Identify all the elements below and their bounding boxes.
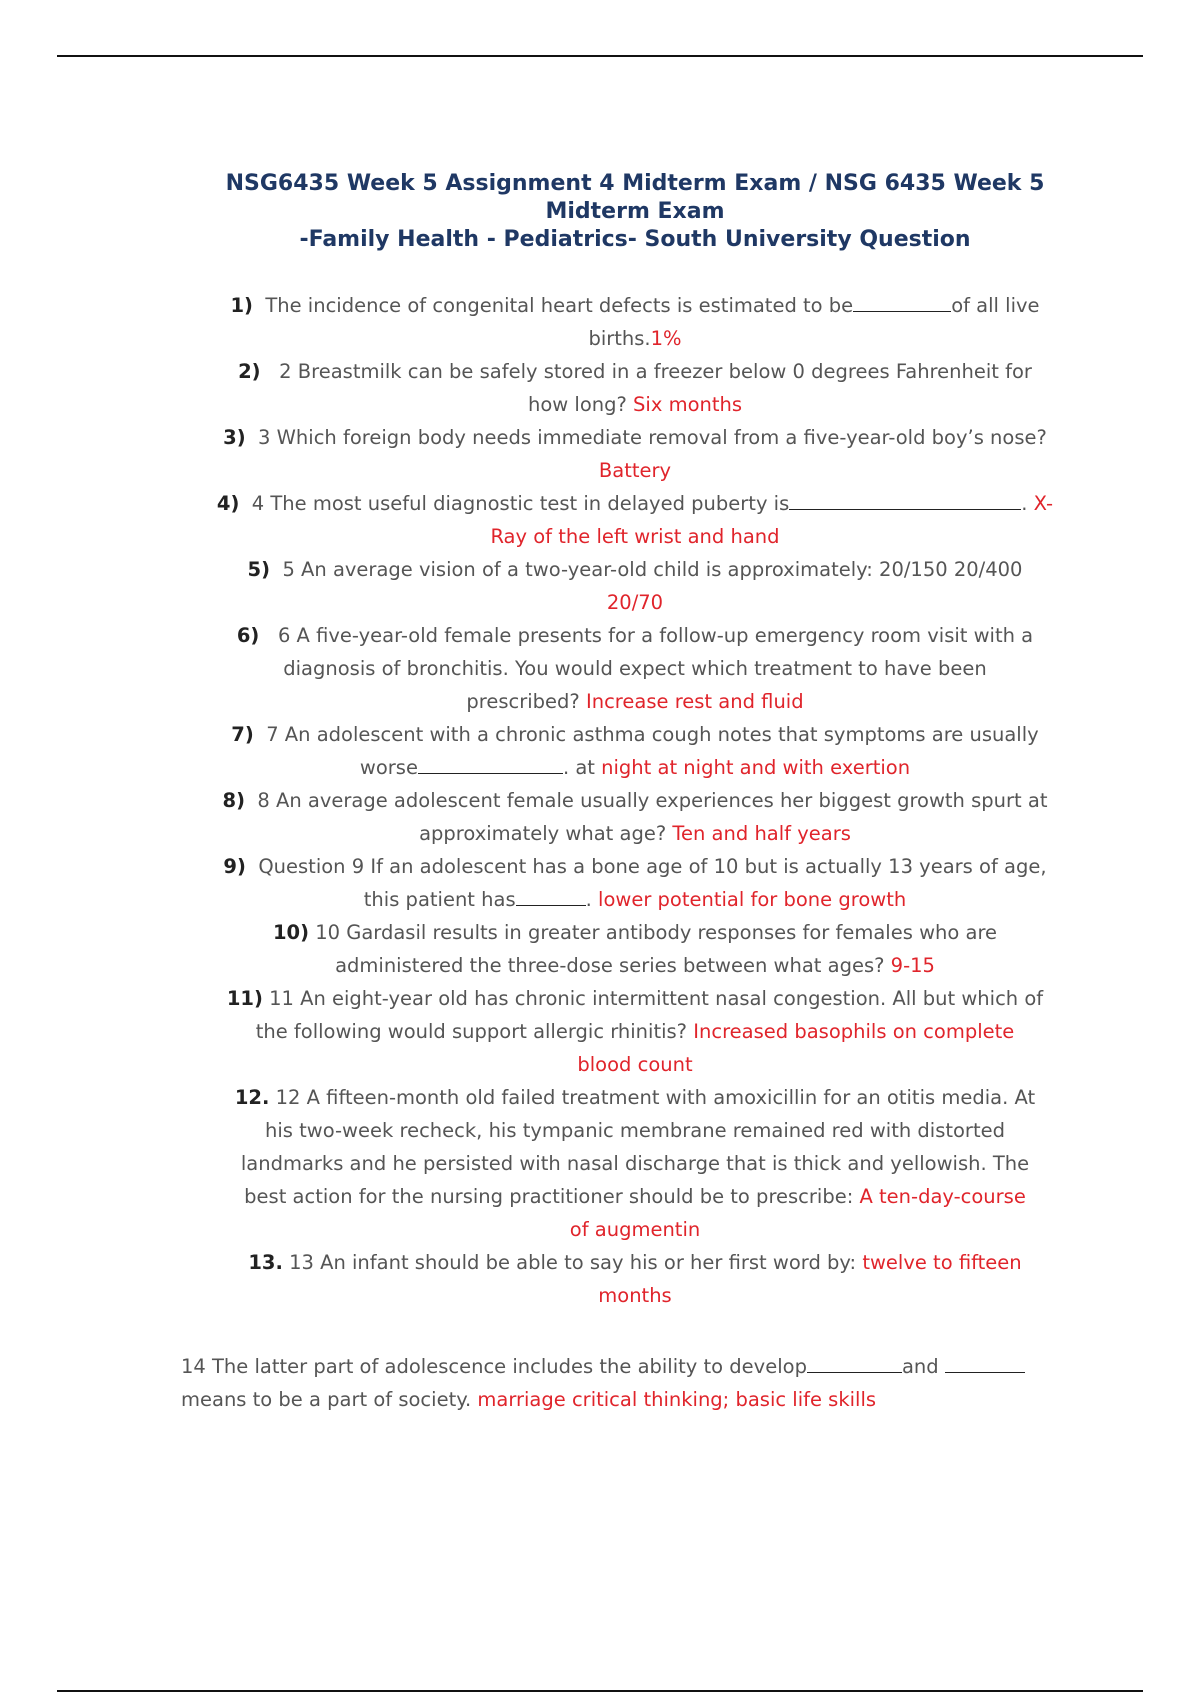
title-line-1: NSG6435 Week 5 Assignment 4 Midterm Exam / NSG 6435 Week 5 xyxy=(225,171,1045,196)
question-12: 12. 12 A fifteen-month old failed treatment with amoxicillin for an otitis media. At his two-week recheck, his tympanic membrane remained red with distorted landmarks and he persisted with nasal discharge that is thick and yellowish. The best action for the nursing practitioner should be to prescribe: A ten-day-course of augmentin xyxy=(234,1086,1036,1241)
answer-continued: months xyxy=(598,1284,672,1307)
answer: Ray of the left wrist and hand xyxy=(490,525,780,548)
top-rule xyxy=(57,55,1143,57)
answer: night at night and with exertion xyxy=(601,756,911,779)
answer-blank xyxy=(853,293,951,312)
answer: Ten and half years xyxy=(672,822,851,845)
answer: Battery xyxy=(598,459,672,482)
question-4: 4) 4 The most useful diagnostic test in delayed puberty is . X- Ray of the left wrist and hand xyxy=(216,492,1054,548)
question-8: 8) 8 An average adolescent female usually experiences her biggest growth spurt at approximately what age? Ten and half years xyxy=(222,789,1048,845)
answer-blank xyxy=(789,491,1021,510)
answer: Increase rest and fluid xyxy=(585,690,804,713)
answer: 9-15 xyxy=(890,954,935,977)
question-9: 9) Question 9 If an adolescent has a bone age of 10 but is actually 13 years of age, this patient has . lower potential for bone growth xyxy=(223,855,1047,911)
question-6: 6) 6 A five-year-old female presents for a follow-up emergency room visit with a diagnosis of bronchitis. You would expect which treatment to have been prescribed? Increase rest and fluid xyxy=(236,624,1034,713)
answer: Increased basophils on complete xyxy=(693,1020,1015,1043)
question-13: 13. 13 An infant should be able to say his or her first word by: twelve to fifteen months xyxy=(248,1251,1022,1307)
answer-continued: of augmentin xyxy=(569,1218,701,1241)
answer: marriage critical thinking; basic life skills xyxy=(477,1388,877,1411)
answer: lower potential for bone growth xyxy=(598,888,907,911)
answer: twelve to fifteen xyxy=(862,1251,1022,1274)
question-7: 7) 7 An adolescent with a chronic asthma cough notes that symptoms are usually worse . at night at night and with exertion xyxy=(231,723,1039,779)
title-line-3: -Family Health - Pediatrics- South University Question xyxy=(299,227,971,252)
answer-blank xyxy=(807,1354,902,1373)
answer-blank xyxy=(516,887,586,906)
title-line-2: Midterm Exam xyxy=(545,199,725,224)
question-number: 1) xyxy=(230,294,253,317)
answer: Six months xyxy=(633,393,743,416)
question-1: 1) The incidence of congenital heart defects is estimated to be of all live births.1% xyxy=(230,294,1040,350)
bottom-rule xyxy=(57,1690,1143,1692)
answer-continued: blood count xyxy=(577,1053,693,1076)
answer: A ten-day-course xyxy=(859,1185,1026,1208)
question-3: 3) 3 Which foreign body needs immediate removal from a five-year-old boy’s nose? Battery xyxy=(223,426,1047,482)
answer: 20/70 xyxy=(606,591,664,614)
question-11: 11) 11 An eight-year old has chronic intermittent nasal congestion. All but which of the following would support allergic rhinitis? Increased basophils on complete blood count xyxy=(226,987,1044,1076)
answer-blank xyxy=(418,755,563,774)
answer: 1% xyxy=(650,327,682,350)
document-title xyxy=(200,170,1070,254)
answer-blank xyxy=(945,1354,1025,1373)
question-10: 10) 10 Gardasil results in greater antibody responses for females who are administered the three-dose series between what ages? 9-15 xyxy=(272,921,998,977)
question-14: 14 The latter part of adolescence includes the ability to develop and means to be a part of society. marriage critical thinking; basic life skills xyxy=(181,1350,1081,1416)
question-5: 5) 5 An average vision of a two-year-old child is approximately: 20/150 20/400 20/70 xyxy=(247,558,1023,614)
question-2: 2) 2 Breastmilk can be safely stored in a freezer below 0 degrees Fahrenheit for how long? Six months xyxy=(238,360,1032,416)
